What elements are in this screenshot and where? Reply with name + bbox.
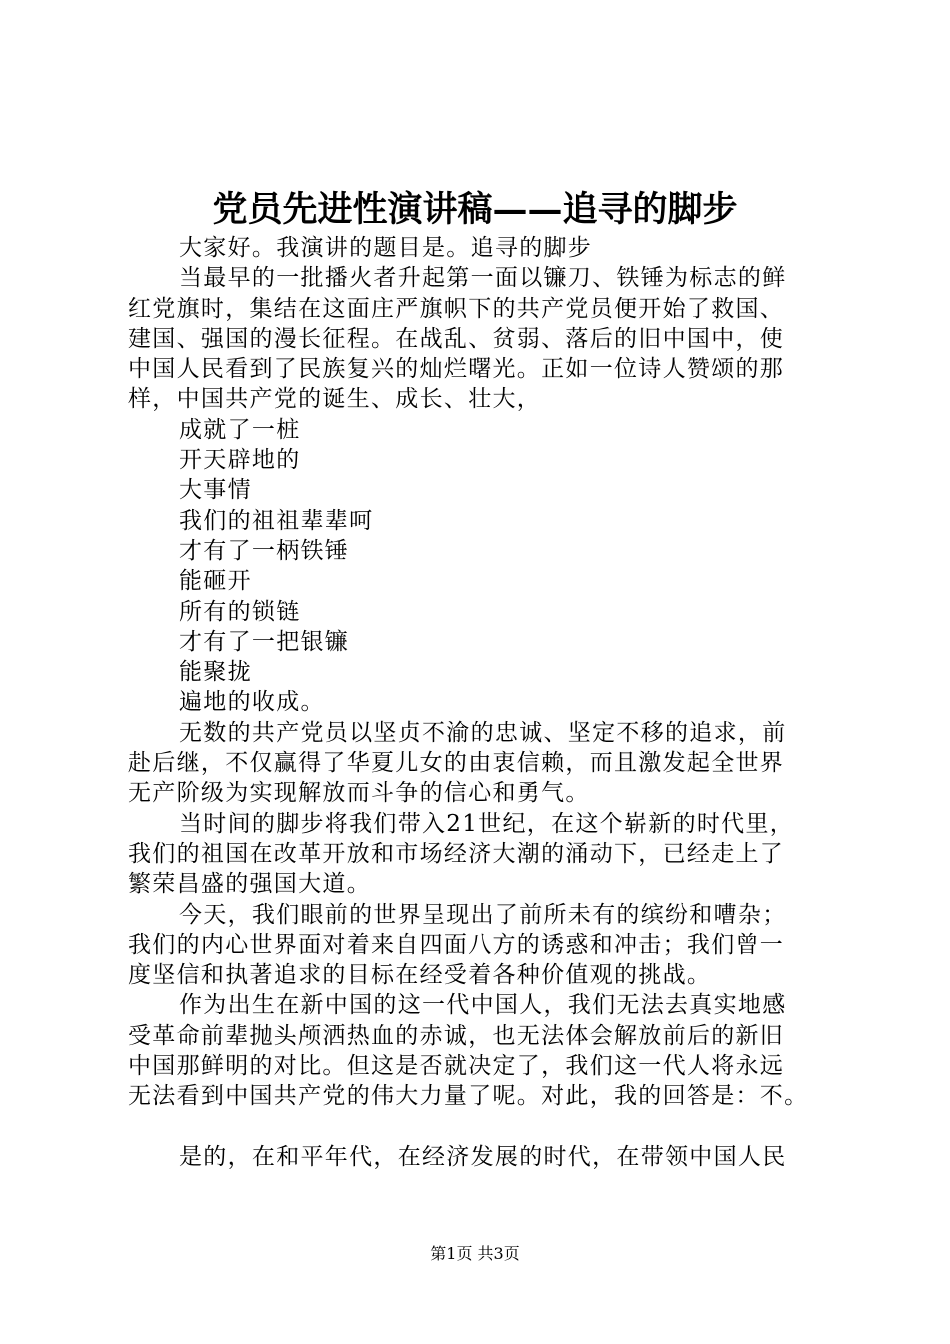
paragraph-line: 受革命前辈抛头颅洒热血的赤诚，也无法体会解放前后的新旧	[128, 1022, 785, 1049]
paragraph-line: 中国人民看到了民族复兴的灿烂曙光。正如一位诗人赞颂的那	[128, 356, 785, 383]
paragraph-line: 无法看到中国共产党的伟大力量了呢。对此，我的回答是：不。	[128, 1083, 809, 1110]
paragraph-line: 遍地的收成。	[179, 689, 325, 716]
paragraph-line: 大事情	[179, 477, 252, 504]
paragraph-line: 成就了一桩	[179, 416, 301, 443]
paragraph-line: 我们的祖国在改革开放和市场经济大潮的涌动下，已经走上了	[128, 840, 785, 867]
paragraph-line: 所有的锁链	[179, 598, 301, 625]
paragraph-line: 开天辟地的	[179, 447, 301, 474]
paragraph-line: 赴后继，不仅赢得了华夏儿女的由衷信赖，而且激发起全世界	[128, 750, 785, 777]
paragraph-line: 建国、强国的漫长征程。在战乱、贫弱、落后的旧中国中，使	[128, 325, 785, 352]
paragraph-line: 红党旗时，集结在这面庄严旗帜下的共产党员便开始了救国、	[128, 295, 785, 322]
paragraph-line: 当最早的一批播火者升起第一面以镰刀、铁锤为标志的鲜	[179, 265, 787, 292]
paragraph-line: 无数的共产党员以坚贞不渝的忠诚、坚定不移的追求，前	[179, 719, 787, 746]
document-body	[128, 233, 840, 1172]
paragraph-line	[128, 1112, 840, 1142]
paragraph-line: 度坚信和执著追求的目标在经受着各种价值观的挑战。	[128, 962, 712, 989]
paragraph-line: 繁荣昌盛的强国大道。	[128, 871, 371, 898]
paragraph-line: 无产阶级为实现解放而斗争的信心和勇气。	[128, 780, 590, 807]
paragraph-line: 大家好。我演讲的题目是。追寻的脚步	[179, 235, 593, 261]
paragraph-line: 样，中国共产党的诞生、成长、壮大，	[128, 386, 542, 413]
paragraph-line: 能砸开	[179, 568, 252, 595]
paragraph-line: 今天，我们眼前的世界呈现出了前所未有的缤纷和嘈杂；	[179, 901, 787, 928]
paragraph-line: 作为出生在新中国的这一代中国人，我们无法去真实地感	[179, 992, 787, 1019]
paragraph-line: 是的，在和平年代，在经济发展的时代，在带领中国人民	[179, 1143, 787, 1170]
paragraph-line: 当时间的脚步将我们带入21世纪，在这个崭新的时代里，	[179, 810, 795, 837]
paragraph-line: 才有了一柄铁锤	[179, 537, 350, 564]
paragraph-line: 能聚拢	[179, 659, 252, 686]
document-title: 党员先进性演讲稿——追寻的脚步	[212, 189, 738, 230]
page-footer: 第1页 共3页	[430, 1244, 520, 1263]
paragraph-line: 我们的祖祖辈辈呵	[179, 507, 374, 534]
paragraph-line: 中国那鲜明的对比。但这是否就决定了，我们这一代人将永远	[128, 1053, 785, 1080]
paragraph-line: 我们的内心世界面对着来自四面八方的诱惑和冲击；我们曾一	[128, 931, 785, 958]
paragraph-line: 才有了一把银镰	[179, 628, 350, 655]
